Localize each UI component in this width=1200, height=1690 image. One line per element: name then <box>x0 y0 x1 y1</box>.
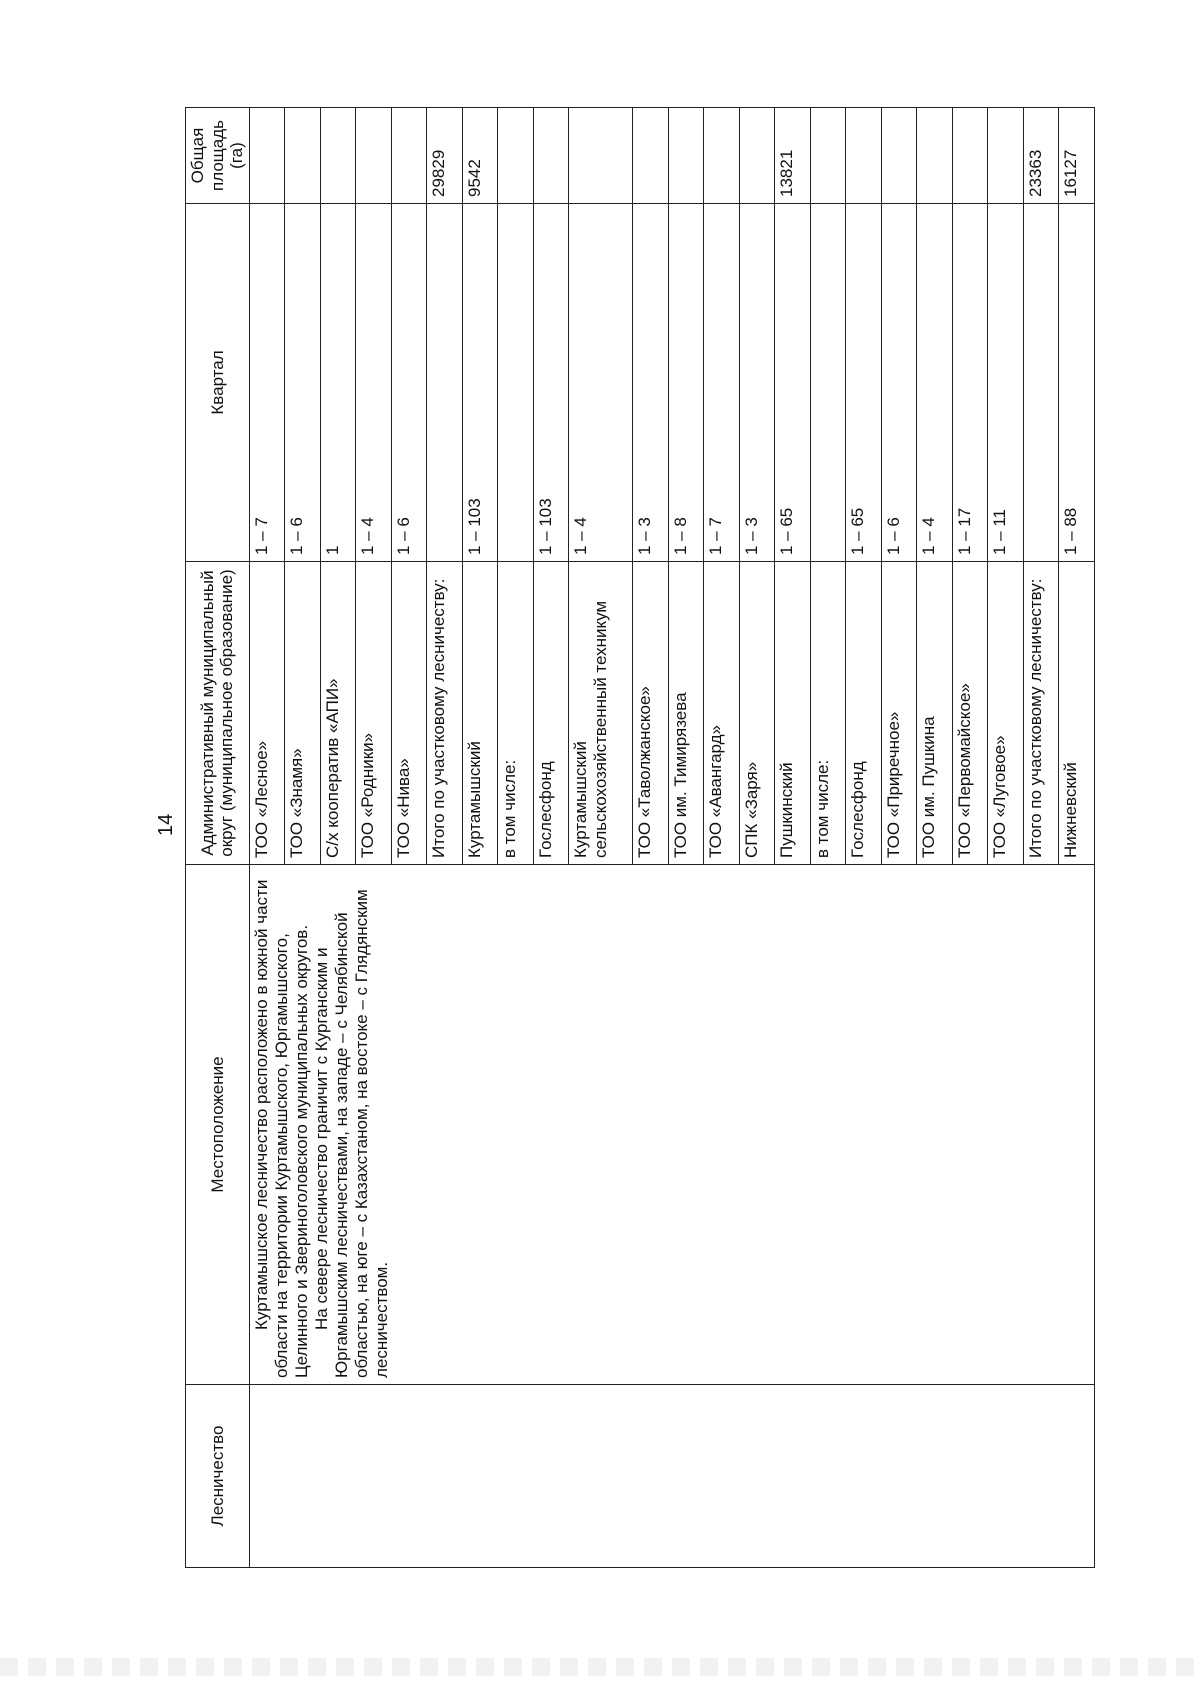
location-paragraph: На севере лесничество граничит с Курганским и Юргамышским лесничествами, на западе – с Челябинской областью, на юге – с Казахстаном, на востоке – с Глядянским лесничеством. <box>311 889 391 1378</box>
admin-cell: ТОО «Лесное» <box>249 562 285 865</box>
admin-cell: Итого по участковому лесничеству: <box>427 562 463 865</box>
quarter-cell: 1 – 6 <box>391 204 427 562</box>
admin-cell: Гослесфонд <box>846 562 882 865</box>
quarter-cell: 1 – 7 <box>249 204 285 562</box>
admin-cell: Итого по участковому лесничеству: <box>1023 562 1059 865</box>
admin-cell: Куртамышский сельскохозяйственный техникум <box>569 562 633 865</box>
quarter-cell: 1 – 6 <box>881 204 917 562</box>
quarter-cell <box>1023 204 1059 562</box>
quarter-cell: 1 <box>320 204 356 562</box>
admin-cell: ТОО «Знамя» <box>285 562 321 865</box>
quarter-cell: 1 – 11 <box>988 204 1024 562</box>
admin-cell: ТОО им. Тимирязева <box>668 562 704 865</box>
admin-cell: СПК «Заря» <box>739 562 775 865</box>
quarter-cell: 1 – 65 <box>775 204 811 562</box>
quarter-cell: 1 – 3 <box>633 204 669 562</box>
quarter-cell: 1 – 103 <box>533 204 569 562</box>
area-cell: 13821 <box>775 108 811 204</box>
header-quarter: Квартал <box>186 204 250 562</box>
quarter-cell: 1 – 65 <box>846 204 882 562</box>
area-cell <box>810 108 846 204</box>
quarter-cell <box>427 204 463 562</box>
header-forestry: Лесничество <box>186 1385 250 1568</box>
area-cell <box>988 108 1024 204</box>
area-cell <box>668 108 704 204</box>
admin-cell: в том числе: <box>810 562 846 865</box>
area-cell: 16127 <box>1059 108 1095 204</box>
admin-cell: ТОО «Приречное» <box>881 562 917 865</box>
admin-cell: ТОО «Таволжанское» <box>633 562 669 865</box>
area-cell <box>285 108 321 204</box>
scan-artifact <box>0 1658 1200 1676</box>
area-cell: 9542 <box>462 108 498 204</box>
quarter-cell: 1 – 103 <box>462 204 498 562</box>
admin-cell: Пушкинский <box>775 562 811 865</box>
header-area: Общая площадь (га) <box>186 108 250 204</box>
area-cell <box>391 108 427 204</box>
area-cell <box>633 108 669 204</box>
admin-cell: Нижневский <box>1059 562 1095 865</box>
area-cell <box>320 108 356 204</box>
area-cell <box>846 108 882 204</box>
admin-cell: в том числе: <box>498 562 534 865</box>
admin-cell: ТОО «Авангард» <box>704 562 740 865</box>
area-cell <box>533 108 569 204</box>
quarter-cell <box>498 204 534 562</box>
area-cell: 29829 <box>427 108 463 204</box>
location-paragraph: Куртамышское лесничество расположено в южной части области на территории Куртамышского, Юргамышского, Целинного и Звериноголовского муниципальных округов. <box>251 879 311 1378</box>
page-number: 14 <box>155 813 177 836</box>
forestry-table <box>185 107 1095 1568</box>
quarter-cell: 1 – 17 <box>952 204 988 562</box>
admin-cell: Куртамышский <box>462 562 498 865</box>
quarter-cell: 1 – 6 <box>285 204 321 562</box>
quarter-cell: 1 – 4 <box>917 204 953 562</box>
quarter-cell: 1 – 8 <box>668 204 704 562</box>
quarter-cell: 1 – 88 <box>1059 204 1095 562</box>
forestry-cell <box>249 1385 1094 1568</box>
quarter-cell: 1 – 4 <box>356 204 392 562</box>
admin-cell: ТОО «Луговое» <box>988 562 1024 865</box>
area-cell <box>917 108 953 204</box>
header-location: Местоположение <box>186 865 250 1385</box>
area-cell <box>356 108 392 204</box>
quarter-cell: 1 – 7 <box>704 204 740 562</box>
quarter-cell: 1 – 4 <box>569 204 633 562</box>
area-cell <box>952 108 988 204</box>
rotated-table-wrapper <box>185 108 1095 1568</box>
area-cell <box>498 108 534 204</box>
area-cell: 23363 <box>1023 108 1059 204</box>
admin-cell: ТОО «Первомайское» <box>952 562 988 865</box>
area-cell <box>739 108 775 204</box>
area-cell <box>881 108 917 204</box>
area-cell <box>249 108 285 204</box>
table-row <box>249 108 285 1568</box>
quarter-cell <box>810 204 846 562</box>
admin-cell: С/х кооператив «АПИ» <box>320 562 356 865</box>
admin-cell: ТОО «Нива» <box>391 562 427 865</box>
quarter-cell: 1 – 3 <box>739 204 775 562</box>
table-body <box>249 108 1094 1568</box>
area-cell <box>569 108 633 204</box>
header-admin: Административный муниципальный округ (муниципальное образование) <box>186 562 250 865</box>
admin-cell: Гослесфонд <box>533 562 569 865</box>
header-row <box>186 108 250 1568</box>
area-cell <box>704 108 740 204</box>
admin-cell: ТОО «Родники» <box>356 562 392 865</box>
location-description-cell <box>249 865 1094 1385</box>
admin-cell: ТОО им. Пушкина <box>917 562 953 865</box>
